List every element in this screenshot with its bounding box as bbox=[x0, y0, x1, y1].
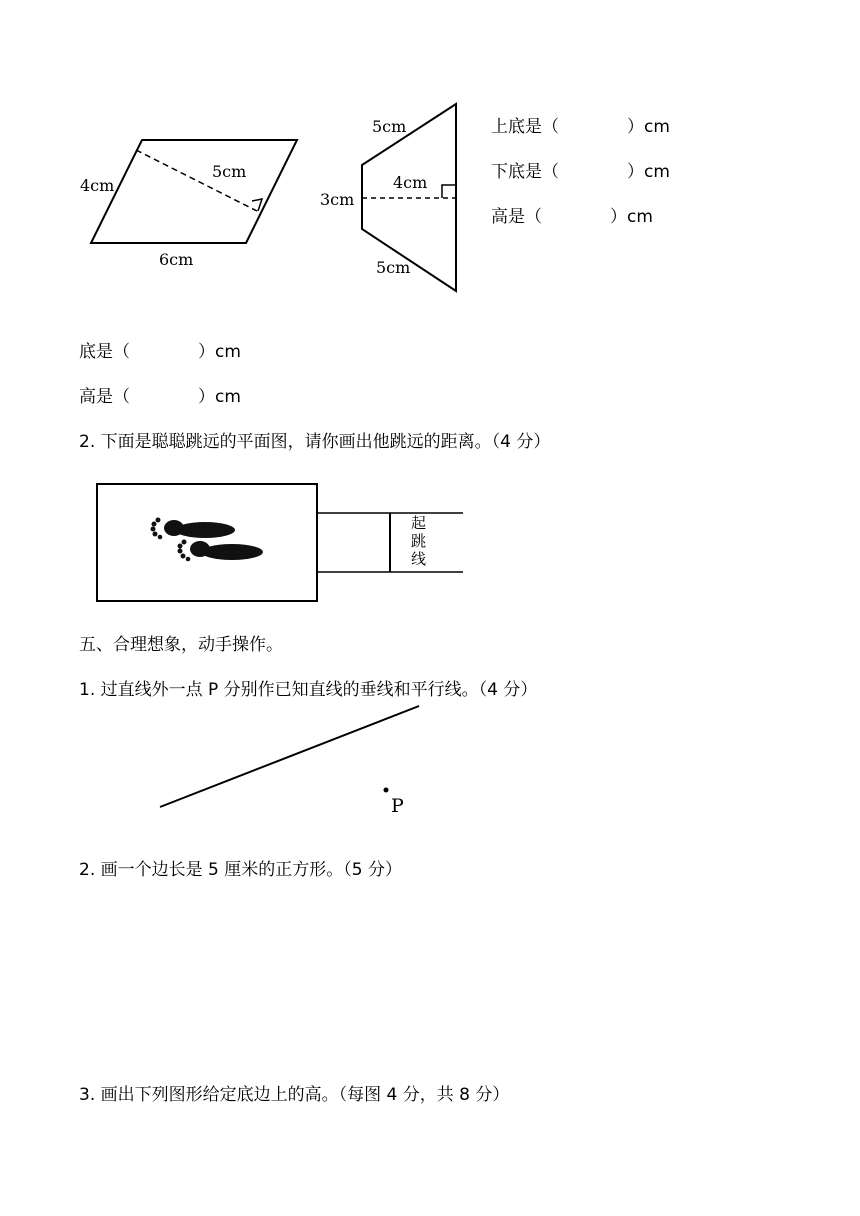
footprints-icon bbox=[151, 518, 264, 562]
parallelogram-outline bbox=[91, 140, 297, 243]
parallelogram-height-answer[interactable]: 高是（ ）cm bbox=[79, 387, 241, 407]
section5-title: 五、合理想象，动手操作。 bbox=[79, 635, 283, 655]
parallelogram-side-label: 4cm bbox=[80, 176, 115, 195]
point-p-label: P bbox=[391, 795, 404, 817]
parallelogram-base-label: 6cm bbox=[159, 250, 194, 269]
q2-long-jump-prompt: 2. 下面是聪聪跳远的平面图，请你画出他跳远的距离。（4 分） bbox=[79, 432, 551, 452]
trapezoid-height-label: 4cm bbox=[393, 173, 428, 192]
trapezoid-bottom-label: 5cm bbox=[376, 258, 411, 277]
section5-q3: 3. 画出下列图形给定底边上的高。（每图 4 分，共 8 分） bbox=[79, 1085, 510, 1105]
parallelogram-figure bbox=[91, 140, 297, 243]
long-jump-diagram bbox=[97, 484, 463, 601]
upper-base-answer[interactable]: 上底是（ ）cm bbox=[491, 117, 670, 137]
takeoff-label-3: 线 bbox=[411, 550, 427, 568]
parallelogram-height-label: 5cm bbox=[212, 162, 247, 181]
line-and-point-figure bbox=[160, 706, 419, 807]
section5-q2: 2. 画一个边长是 5 厘米的正方形。（5 分） bbox=[79, 860, 402, 880]
trapezoid-top-label: 5cm bbox=[372, 117, 407, 136]
trapezoid-height-answer[interactable]: 高是（ ）cm bbox=[491, 207, 653, 227]
given-line bbox=[160, 706, 419, 807]
point-p bbox=[384, 788, 389, 793]
trapezoid-right-angle bbox=[442, 185, 456, 198]
trapezoid-left-label: 3cm bbox=[320, 190, 355, 209]
parallelogram-base-answer[interactable]: 底是（ ）cm bbox=[79, 342, 241, 362]
sandpit bbox=[97, 484, 317, 601]
lower-base-answer[interactable]: 下底是（ ）cm bbox=[491, 162, 670, 182]
takeoff-label-1: 起 bbox=[411, 514, 427, 532]
section5-q1: 1. 过直线外一点 P 分别作已知直线的垂线和平行线。（4 分） bbox=[79, 680, 538, 700]
takeoff-label-2: 跳 bbox=[411, 532, 427, 550]
